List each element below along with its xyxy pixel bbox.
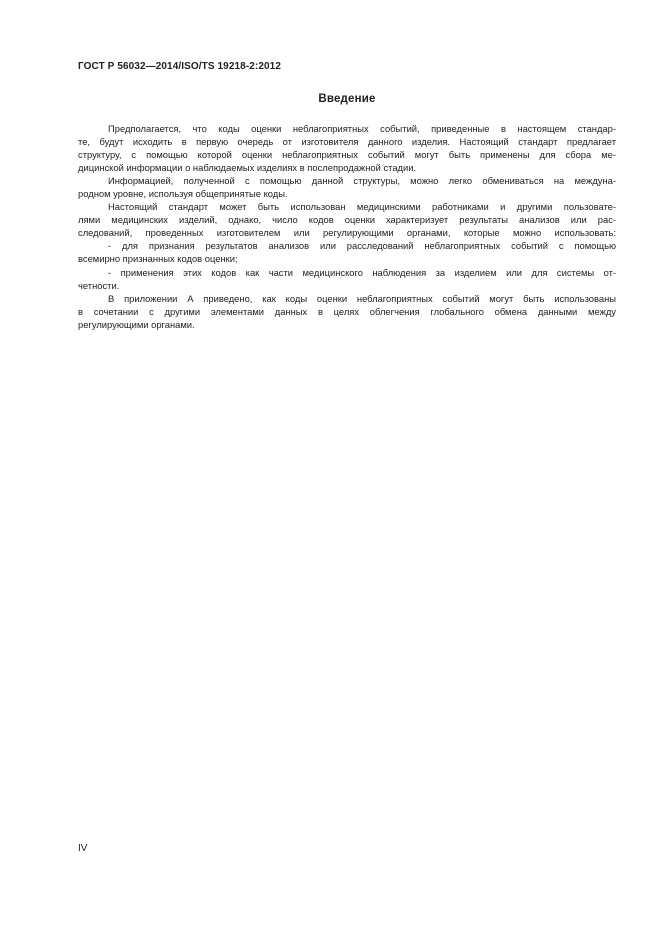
body-line: родном уровне, используя общепринятые коды. bbox=[78, 188, 288, 200]
introduction-body bbox=[78, 122, 616, 331]
list-item: - для признания результатов анализов или расследований неблагоприятных событий с помощью bbox=[108, 240, 616, 252]
body-line: В приложении А приведено, как коды оценки неблагоприятных событий могут быть использованы bbox=[108, 292, 616, 304]
body-line: в сочетании с другими элементами данных в целях облегчения глобального обмена данными между bbox=[78, 305, 616, 317]
body-line: лями медицинских изделий, однако, число кодов оценки характеризует результаты анализов или рас- bbox=[78, 214, 616, 226]
list-item-continuation: всемирно признанных кодов оценки; bbox=[78, 253, 238, 265]
body-line: следований, проведенных изготовителем или регулирующими органами, которые можно использовать: bbox=[78, 227, 616, 239]
body-line: те, будут исходить в первую очередь от изготовителя данного изделия. Настоящий стандарт предлагает bbox=[78, 136, 616, 148]
body-line: Настоящий стандарт может быть использован медицинскими работниками и другими пользовате- bbox=[108, 201, 616, 213]
body-line: Информацией, полученной с помощью данной структуры, можно легко обмениваться на междуна- bbox=[108, 175, 616, 187]
page-number: IV bbox=[78, 843, 88, 854]
standard-code-header: ГОСТ Р 56032—2014/ISO/TS 19218-2:2012 bbox=[78, 61, 281, 72]
body-line: Предполагается, что коды оценки неблагоприятных событий, приведенные в настоящем стандар- bbox=[108, 123, 616, 134]
body-line: структуру, с помощью которой оценки неблагоприятных событий могут быть применены для сбора ме- bbox=[78, 149, 616, 161]
list-item: - применения этих кодов как части медицинского наблюдения за изделием или для системы от- bbox=[108, 266, 616, 278]
section-title: Введение bbox=[318, 93, 376, 105]
list-item-continuation: четности. bbox=[78, 279, 120, 291]
body-line: регулирующими органами. bbox=[78, 318, 195, 330]
body-line: дицинской информации о наблюдаемых изделиях в послепродажной стадии. bbox=[78, 162, 417, 174]
